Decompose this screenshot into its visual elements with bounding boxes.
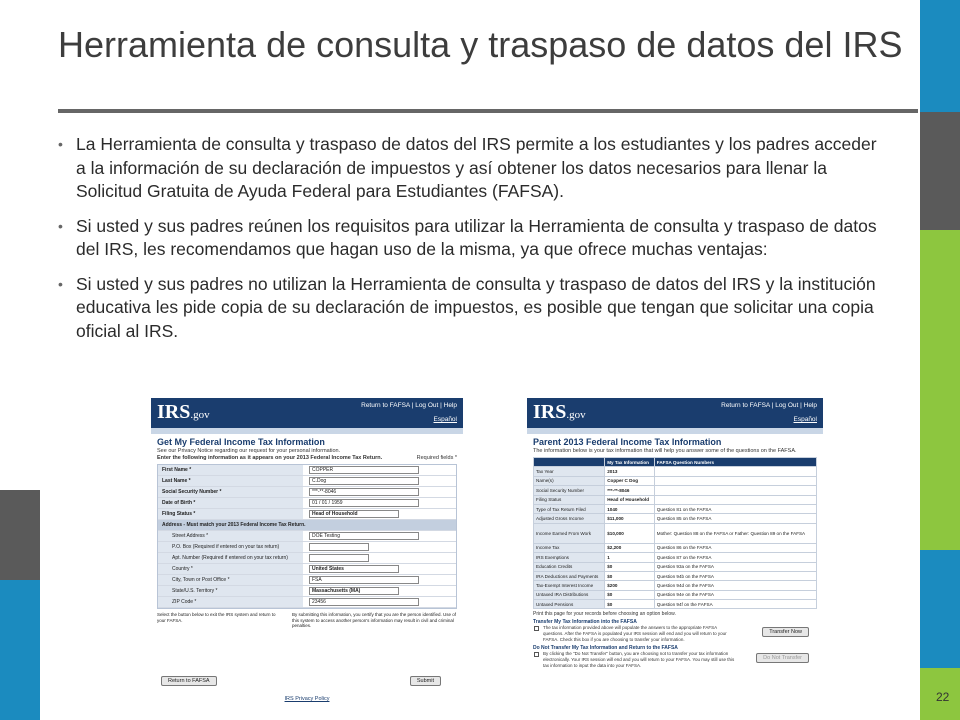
transfer-checkbox[interactable] (534, 626, 539, 631)
tax-item-value: $0 (605, 600, 655, 609)
tax-item-value: 1 (605, 553, 655, 562)
irs-banner (527, 398, 823, 428)
form-fields (157, 464, 457, 609)
bullet-glyph: • (58, 217, 63, 234)
irs-logo-suffix: .gov (566, 409, 586, 421)
form-row (158, 553, 456, 564)
irs-logo-suffix: .gov (190, 409, 210, 421)
field-input[interactable]: COPPER (309, 466, 419, 474)
irs-tax-info-screenshot (527, 398, 823, 710)
form-row (158, 509, 456, 520)
field-label: State/U.S. Territory * (158, 586, 303, 596)
form-row (158, 520, 456, 531)
irs-top-links[interactable]: Return to FAFSA | Log Out | Help (721, 402, 817, 409)
fafsa-question-ref: Mother: Question 88 on the FAFSA or Father: Question 89 on the FAFSA (654, 523, 816, 543)
required-note: Required fields * (416, 455, 457, 461)
tax-table-wrap (533, 457, 817, 609)
left-decor-bar (0, 0, 40, 720)
fafsa-question-ref: Question 87 on the FAFSA (654, 553, 816, 562)
footer-right-text: By submitting this information, you certify that you are the person identified. Use of this system to access another person's information may result in civil and criminal penalties. (291, 612, 457, 628)
tax-item-value: $0 (605, 590, 655, 599)
tax-item-label: Income Tax (534, 543, 605, 552)
bullet-glyph: • (58, 275, 63, 292)
right-bar-segment (920, 112, 960, 230)
tax-row (534, 553, 817, 562)
tax-item-label: Tax Year (534, 467, 605, 476)
field-label: P.O. Box (Required if entered on your tax return) (158, 542, 303, 552)
irs-form-screenshot (151, 398, 463, 710)
field-select[interactable]: Head of Household (309, 510, 399, 518)
form-heading: Get My Federal Income Tax Information (157, 437, 325, 447)
bullet-item (58, 215, 888, 262)
espanol-link[interactable]: Español (433, 416, 457, 423)
form-row (158, 542, 456, 553)
submit-button[interactable]: Submit (410, 676, 441, 686)
tax-row (534, 543, 817, 552)
fafsa-question-ref (654, 486, 816, 495)
field-label: Date of Birth * (158, 498, 303, 508)
tax-item-label: Education Credits (534, 562, 605, 571)
no-transfer-section (527, 651, 823, 669)
fafsa-question-ref (654, 476, 816, 485)
tax-item-value: $200 (605, 581, 655, 590)
tax-item-label: Untaxed Pensions (534, 600, 605, 609)
left-bar-segment (0, 490, 40, 580)
bullet-text: Si usted y sus padres no utilizan la Herramienta de consulta y traspaso de datos del IRS y la institución educativa les pide copia de su declaración de impuestos, es posible que tengan que solicitar una copia oficial al IRS. (76, 273, 876, 341)
transfer-text: The tax information provided above will populate the answers to the appropriate FAFSA questions. After the FAFSA is populated your IRS session will end and you will return to your FAFSA. Check this box if you are choosing to transfer your information. (543, 625, 727, 643)
left-bar-segment (0, 0, 40, 490)
tax-row (534, 476, 817, 485)
tax-info-intro: The information below is your tax information that will help you answer some of the questions on the FAFSA. (533, 448, 797, 454)
no-transfer-title: Do Not Transfer My Tax Information and Return to the FAFSA (533, 645, 678, 652)
transfer-title: Transfer My Tax Information into the FAFSA (533, 619, 637, 626)
form-row (158, 465, 456, 476)
fafsa-question-ref: Question 94d on the FAFSA (654, 581, 816, 590)
field-input[interactable]: 01 / 01 / 1959 (309, 499, 419, 507)
tax-row (534, 467, 817, 476)
transfer-section (527, 625, 823, 643)
field-input[interactable]: C.Dog (309, 477, 419, 485)
tax-item-value: Head of Household (605, 495, 655, 504)
tax-row (534, 600, 817, 609)
form-row (158, 498, 456, 509)
tax-row (534, 504, 817, 513)
address-section-header: Address - Must match your 2013 Federal Income Tax Return. (158, 520, 456, 530)
irs-logo (157, 401, 210, 424)
tax-row (534, 590, 817, 599)
field-value-cell (303, 553, 456, 563)
form-instruction-row (151, 455, 463, 464)
field-label: Filing Status * (158, 509, 303, 519)
transfer-now-button[interactable]: Transfer Now (762, 627, 809, 637)
tax-item-label: Untaxed IRA Distributions (534, 590, 605, 599)
field-value-cell (303, 542, 456, 552)
field-value-cell (303, 498, 456, 508)
tax-item-label: Name(s) (534, 476, 605, 485)
tax-info-heading: Parent 2013 Federal Income Tax Information (533, 437, 722, 447)
irs-logo-text: IRS (533, 401, 567, 423)
tax-row (534, 562, 817, 571)
field-value-cell (303, 564, 456, 574)
right-bar-segment (920, 0, 960, 112)
right-bar-segment (920, 550, 960, 668)
no-transfer-text: By clicking the "Do Not Transfer" button, you are choosing not to transfer your tax information electronically. Your IRS session will end and you will return to your FAFSA. You may still use this tax information to input the data into your FAFSA. (543, 651, 735, 669)
bullet-text: La Herramienta de consulta y traspaso de datos del IRS permite a los estudiantes y los padres acceder a la información de su declaración de impuestos y así obtener los datos necesarios para llenar la Solicitud Gratuita de Ayuda Federal para Estudiantes (FAFSA). (76, 134, 877, 201)
field-value-cell (303, 509, 456, 519)
form-row (158, 531, 456, 542)
irs-logo (533, 401, 586, 424)
fafsa-question-ref: Question 94e on the FAFSA (654, 590, 816, 599)
title-divider (58, 109, 918, 113)
tax-col-header: My Tax Information (605, 458, 655, 467)
fafsa-question-ref: Question 86 on the FAFSA (654, 543, 816, 552)
tax-item-label: IRA Deductions and Payments (534, 571, 605, 580)
tax-info-table (533, 457, 817, 609)
tax-item-value: Copper C Dog (605, 476, 655, 485)
tax-item-value: $0 (605, 571, 655, 580)
tax-col-header (534, 458, 605, 467)
tax-row (534, 571, 817, 580)
fafsa-question-ref: Question 85 on the FAFSA (654, 514, 816, 523)
field-label: Last Name * (158, 476, 303, 486)
field-input[interactable] (309, 543, 369, 551)
tax-item-label: Adjusted Gross Income (534, 514, 605, 523)
tax-item-label: Type of Tax Return Filed (534, 504, 605, 513)
tax-item-label: Filing Status (534, 495, 605, 504)
form-row (158, 575, 456, 586)
field-value-cell (303, 575, 456, 585)
bullet-item (58, 133, 888, 204)
tax-item-label: IRS Exemptions (534, 553, 605, 562)
form-row (158, 586, 456, 597)
field-label: Apt. Number (Required if entered on your tax return) (158, 553, 303, 563)
tax-row (534, 495, 817, 504)
tax-item-label: Tax-Exempt Interest Income (534, 581, 605, 590)
field-select[interactable]: Massachusetts (MA) (309, 587, 399, 595)
espanol-link[interactable]: Español (793, 416, 817, 423)
tax-item-value: $2,200 (605, 543, 655, 552)
tax-row (534, 514, 817, 523)
field-label: Social Security Number * (158, 487, 303, 497)
tax-item-value: $10,000 (605, 523, 655, 543)
field-label: Country * (158, 564, 303, 574)
fafsa-question-ref (654, 467, 816, 476)
tax-col-header: FAFSA Question Numbers (654, 458, 816, 467)
form-row (158, 487, 456, 498)
slide-title: Herramienta de consulta y traspaso de datos del IRS (58, 24, 903, 65)
field-value-cell (303, 476, 456, 486)
right-decor-bar (920, 0, 960, 720)
page-number: 22 (936, 690, 950, 704)
fafsa-question-ref: Question 93a on the FAFSA (654, 562, 816, 571)
field-value-cell (303, 487, 456, 497)
tax-table-header (534, 458, 817, 467)
field-value-cell (303, 531, 456, 541)
return-to-fafsa-button[interactable]: Return to FAFSA (161, 676, 217, 686)
form-row (158, 564, 456, 575)
right-bar-segment (920, 230, 960, 550)
irs-top-links[interactable]: Return to FAFSA | Log Out | Help (361, 402, 457, 409)
footer-left-text: Select the button below to exit the IRS system and return to your FAFSA. (157, 612, 276, 623)
field-label: City, Town or Post Office * (158, 575, 303, 585)
field-input[interactable] (309, 554, 369, 562)
fafsa-question-ref (654, 495, 816, 504)
field-label: ZIP Code * (158, 597, 303, 607)
field-label: First Name * (158, 465, 303, 475)
field-value-cell (303, 597, 456, 607)
tax-row (534, 486, 817, 495)
field-input[interactable]: 23456 (309, 598, 419, 606)
tax-item-value: 1040 (605, 504, 655, 513)
field-input[interactable]: FSA (309, 576, 419, 584)
form-row (158, 597, 456, 608)
do-not-transfer-button[interactable]: Do Not Transfer (756, 653, 809, 663)
field-select[interactable]: United States (309, 565, 399, 573)
irs-logo-text: IRS (157, 401, 191, 423)
bullet-glyph: • (58, 136, 63, 152)
field-input[interactable]: ***-**-8046 (309, 488, 419, 496)
field-value-cell (303, 586, 456, 596)
tax-row (534, 523, 817, 543)
form-row (158, 476, 456, 487)
irs-banner (151, 398, 463, 428)
tax-item-label: Income Earned From Work (534, 523, 605, 543)
print-note[interactable]: Print this page for your records before choosing an option below. (533, 611, 676, 618)
field-input[interactable]: DOE Testing (309, 532, 419, 540)
tax-item-value: ***-**-8046 (605, 486, 655, 495)
bullet-list (58, 133, 888, 354)
left-bar-segment (0, 580, 40, 720)
fafsa-question-ref: Question 94f on the FAFSA (654, 600, 816, 609)
privacy-notice: See our Privacy Notice regarding our request for your personal information. (157, 448, 341, 454)
form-footer (151, 609, 463, 629)
tax-item-value: 2013 (605, 467, 655, 476)
bullet-item (58, 273, 888, 344)
fafsa-question-ref: Question 94b on the FAFSA (654, 571, 816, 580)
no-transfer-checkbox[interactable] (534, 652, 539, 657)
field-label: Street Address * (158, 531, 303, 541)
tax-item-value: $11,000 (605, 514, 655, 523)
tax-row (534, 581, 817, 590)
form-instruction: Enter the following information as it appears on your 2013 Federal Income Tax Return. (157, 455, 383, 461)
privacy-policy-link[interactable]: IRS Privacy Policy (284, 696, 330, 702)
bullet-text: Si usted y sus padres reúnen los requisitos para utilizar la Herramienta de consulta y traspaso de datos del IRS, les recomendamos que hagan uso de la misma, ya que ofrece muchas ventajas: (76, 215, 877, 259)
tax-item-value: $0 (605, 562, 655, 571)
fafsa-question-ref: Question 81 on the FAFSA (654, 504, 816, 513)
field-value-cell (303, 465, 456, 475)
tax-item-label: Social Security Number (534, 486, 605, 495)
